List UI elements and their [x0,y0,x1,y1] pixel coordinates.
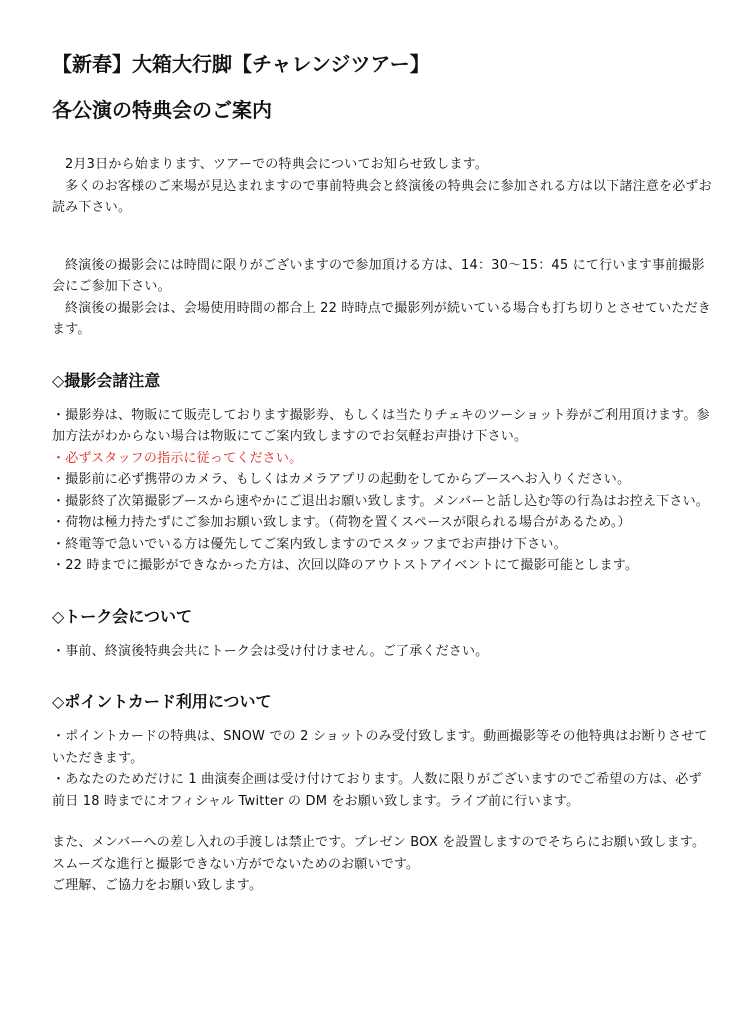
point-card-rules-list [52,726,712,812]
list-item: ・荷物は極力持たずにご参加お願い致します。（荷物を置くスペースが限られる場合があるため。） [52,515,631,530]
closing-line: また、メンバーへの差し入れの手渡しは禁止です。プレゼン BOX を設置しますのでそちらにお願い致します。 [52,835,706,850]
list-item: ・撮影終了次第撮影ブースから速やかにご退出お願い致します。メンバーと話し込む等の行為はお控え下さい。 [52,493,710,509]
intro-line: 多くのお客様のご来場が見込まれますので事前特典会と終演後の特典会に参加される方は以下諸注意を必ずお読み下さい。 [52,178,712,215]
closing-line: ご理解、ご協力をお願い致します。 [52,878,263,893]
notice-document [52,50,712,897]
list-item: ・事前、終演後特典会共にトーク会は受け付けません。ご了承ください。 [52,643,489,659]
list-item: ・22 時までに撮影ができなかった方は、次回以降のアウトストアイベントにて撮影可能とします。 [52,558,639,573]
section-heading-point-card: ◇ポイントカード利用について [52,692,272,711]
closing-line: スムーズな進行と撮影できない方がでないためのお願いです。 [52,856,420,872]
intro-block [52,154,712,219]
list-item-highlight: ・必ずスタッフの指示に従ってください。 [52,450,303,466]
section-heading-talk: ◇トーク会について [52,606,192,626]
talk-rules-list [52,641,712,663]
photo-notice-line: 終演後の撮影会は、会場使用時間の都合上 22 時時点で撮影列が続いている場合も打ち切りとさせていただきます。 [52,300,712,337]
list-item: ・あなたのためだけに 1 曲演奏企画は受け付けております。人数に限りがございますのでご希望の方は、必ず前日 18 時までにオフィシャル Twitter の DM をお願い致します。ライブ前に行います。 [52,772,702,809]
closing-block [52,832,712,897]
page-subtitle: 各公演の特典会のご案内 [52,98,272,122]
section-heading-photo: ◇撮影会諸注意 [52,370,161,390]
photo-notice-block [52,255,712,341]
list-item: ・ポイントカードの特典は、SNOW での 2 ショットのみ受付致します。動画撮影等その他特典はお断りさせていただきます。 [52,729,708,766]
photo-notice-line: 終演後の撮影会には時間に限りがございますので参加頂ける方は、14：30〜15：45 にて行います事前撮影会にご参加下さい。 [52,257,705,294]
photo-rules-list [52,405,712,577]
list-item: ・撮影券は、物販にて販売しております撮影券、もしくは当たりチェキのツーショット券がご利用頂けます。参加方法がわからない場合は物販にてご案内致しますのでお気軽お声掛け下さい。 [52,407,710,444]
intro-line: 2月3日から始まります、ツアーでの特典会についてお知らせ致します。 [65,157,489,172]
list-item: ・終電等で急いでいる方は優先してご案内致しますのでスタッフまでお声掛け下さい。 [52,536,567,552]
list-item: ・撮影前に必ず携帯のカメラ、もしくはカメラアプリの起動をしてからブースへお入りください。 [52,472,631,487]
page-title: 【新春】大箱大行脚【チャレンジツアー】 [52,52,430,76]
